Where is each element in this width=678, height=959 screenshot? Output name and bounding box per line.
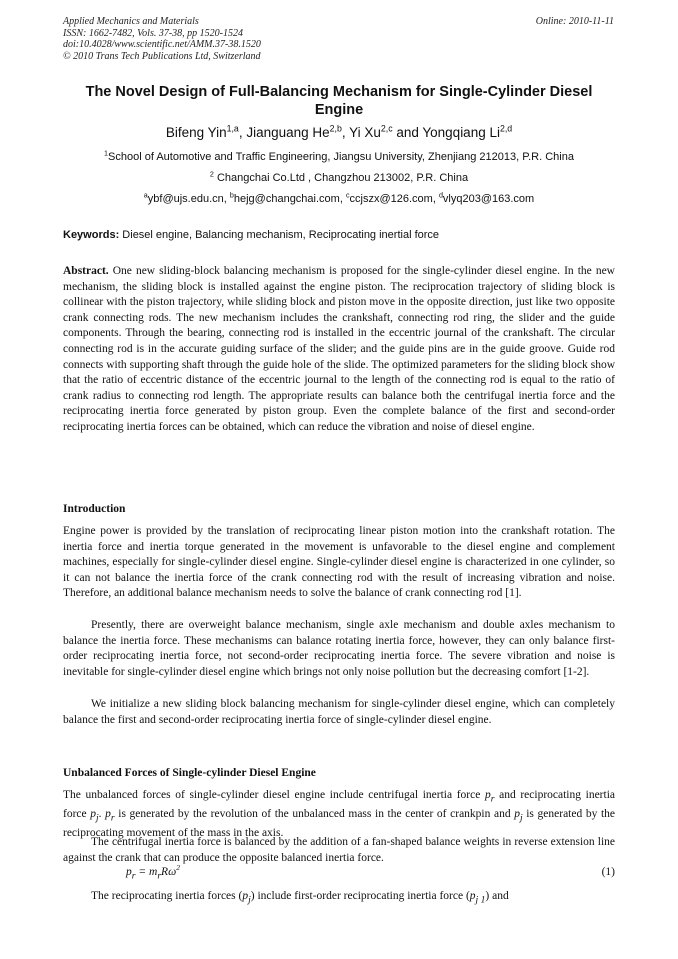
affiliation-sup: 2 [209, 170, 214, 179]
symbol-p: p [90, 807, 96, 820]
symbol-sub: j [96, 812, 99, 824]
affiliation-1 [63, 150, 615, 164]
paper-title: The Novel Design of Full-Balancing Mechanism for Single-Cylinder Diesel Engine [85, 84, 593, 118]
text-run: and reciprocating inertia force [63, 789, 616, 820]
symbol-p: p [514, 807, 520, 820]
eq-symbol: p [126, 866, 132, 878]
symbol-p: p [469, 890, 476, 902]
symbol-sub: j [519, 812, 523, 824]
symbol-p: p [242, 890, 249, 902]
journal-name: Applied Mechanics and Materials [63, 16, 199, 27]
email[interactable]: hejg@changchai.com, [233, 193, 346, 205]
affiliation-text: School of Automotive and Traffic Engineering, Jiangsu University, Zhenjiang 212013, P.R. China [108, 151, 574, 163]
section-paragraph-3 [63, 889, 615, 908]
email-line [63, 192, 615, 206]
email[interactable]: ccjszx@126.com, [349, 193, 439, 205]
author-sup: 2,b [329, 123, 342, 134]
issn: ISSN: 1662-7482, Vols. 37-38, pp 1520-1524 [63, 27, 243, 39]
section-paragraph-2: The centrifugal inertia force is balanced by the addition of a fan-shaped balance weights in reverse extension line against the crank that can produce the opposite balanced inertia force. [63, 836, 615, 864]
email-sup: d [438, 191, 443, 200]
keywords-text: Diesel engine, Balancing mechanism, Reciprocating inertial force [119, 229, 440, 241]
keywords [63, 229, 615, 241]
email[interactable]: vlyq203@163.com [442, 193, 535, 205]
affiliation-text: Changchai Co.Ltd , Changzhou 213002, P.R. China [213, 172, 469, 184]
author-sep: , [341, 125, 350, 140]
text-run: . [98, 807, 106, 820]
author-sep: , [238, 125, 247, 140]
eq-rhs-tail: Rω [161, 866, 177, 878]
equation-number: (1) [601, 866, 615, 878]
text-run: is generated by the revolution of the unbalanced mass in the center of crankpin and [114, 807, 515, 820]
symbol-p: p [484, 789, 491, 801]
symbol-sub: j [248, 894, 251, 906]
keywords-label: Keywords: [63, 229, 120, 241]
author-name: Jianguang He [246, 125, 330, 140]
intro-paragraph-3: We initialize a new sliding block balancing mechanism for single-cylinder diesel engine, which can completely balance the first and second-order reciprocating inertia force of single-cylinder diesel engine. [63, 698, 615, 726]
section-paragraph-1 [63, 788, 615, 841]
equation-1 [63, 863, 615, 884]
copyright: © 2010 Trans Tech Publications Ltd, Switzerland [63, 50, 261, 62]
email[interactable]: ybf@ujs.edu.cn, [147, 193, 230, 205]
symbol-sub: r [490, 793, 495, 805]
section-heading: Unbalanced Forces of Single-cylinder Diesel Engine [63, 767, 316, 779]
intro-paragraph-2: Presently, there are overweight balance mechanism, single axle mechanism and double axles mechanism to balance the inertia force. These mechanisms can balance rotating inertia force, however, they can only balance first-order reciprocating inertia force, not second-order reciprocating inertia force. The severe vibration and noise is inevitable for single-cylinder diesel engine which brings not only noise pollution but the decreasing comfort [1-2]. [63, 619, 615, 678]
author-sep: and [392, 125, 423, 140]
author-name: Yi Xu [349, 125, 381, 140]
eq-sub: r [157, 870, 162, 882]
eq-rhs: = m [135, 866, 158, 878]
abstract-label: Abstract. [63, 265, 109, 277]
affiliation-sup: 1 [104, 149, 109, 158]
symbol-sub: j 1 [475, 894, 486, 906]
eq-sup: 2 [176, 863, 180, 873]
text-run: ) include first-order reciprocating inertia force ( [250, 890, 470, 902]
symbol-sub: r [110, 812, 115, 824]
author-list [63, 125, 615, 141]
email-sup: a [143, 191, 148, 200]
journal-header [63, 16, 261, 62]
text-run: is generated by the reciprocating movement of the mass in the axis. [63, 807, 616, 839]
author-sup: 2,d [499, 123, 513, 134]
eq-sub: r [131, 870, 136, 882]
equation-body [126, 863, 180, 882]
text-run: The reciprocating inertia forces ( [91, 890, 243, 902]
author-name: Bifeng Yin [165, 125, 227, 140]
author-name: Yongqiang Li [422, 125, 500, 140]
online-date: Online: 2010-11-11 [535, 16, 614, 27]
abstract-text: One new sliding-block balancing mechanism is proposed for the single-cylinder diesel engine. In the new mechanism, the sliding block is installed against the engine piston. The reciprocation trajectory of sliding block is collinear with the piston trajectory, while sliding block and piston move in the opposite direction, just like two opposite crank connecting rods. The new mechanism includes the crankshaft, connecting rod ring, the slider and the guide components. Through the bearing, connecting rod is installed in the eccentric journal of the crankshaft. The circular connecting rod is in the accurate guiding surface of the slider; and the guide pins are in the guide groove. Guide rod connects with supporting shaft through the guide hole of the slide. The optimized parameters for the sliding block show that the ratio of eccentric distance of the eccentric journal to the length of the connecting rod is equal to the ratio of crank radius to connecting rod length. The appropriate results can balance both the centrifugal inertia force and the reciprocating inertia force generated by piston group. Even the complete balance of the first and second-order reciprocating inertia forces can be obtained, which can reduce the vibration and noise of diesel engine. [63, 265, 615, 433]
email-sup: c [345, 191, 350, 200]
doi: doi:10.4028/www.scientific.net/AMM.37-38.1520 [63, 39, 261, 50]
introduction-heading: Introduction [63, 503, 126, 515]
author-sup: 2,c [380, 123, 393, 134]
author-sup: 1,a [226, 123, 239, 134]
symbol-p: p [105, 807, 111, 820]
text-run: ) and [485, 890, 509, 902]
affiliation-2 [63, 171, 615, 185]
abstract [63, 264, 615, 436]
intro-paragraph-1: Engine power is provided by the translation of reciprocating linear piston motion into the crankshaft rotation. The inertia force and inertia torque generated in the movement is unfavorable to the diesel engine and complement machines, especially for single-cylinder diesel engine. Single-cylinder diesel engine is characterized in one cylinder, so it can not balance the inertia force of the crank connecting rod with the result of increasing vibration and noise. Therefore, an additional balance mechanism needs to solve the balance of crank connecting rod [1]. [63, 525, 615, 600]
email-sup: b [229, 191, 234, 200]
text-run: The unbalanced forces of single-cylinder diesel engine include centrifugal inertia force [63, 789, 485, 801]
